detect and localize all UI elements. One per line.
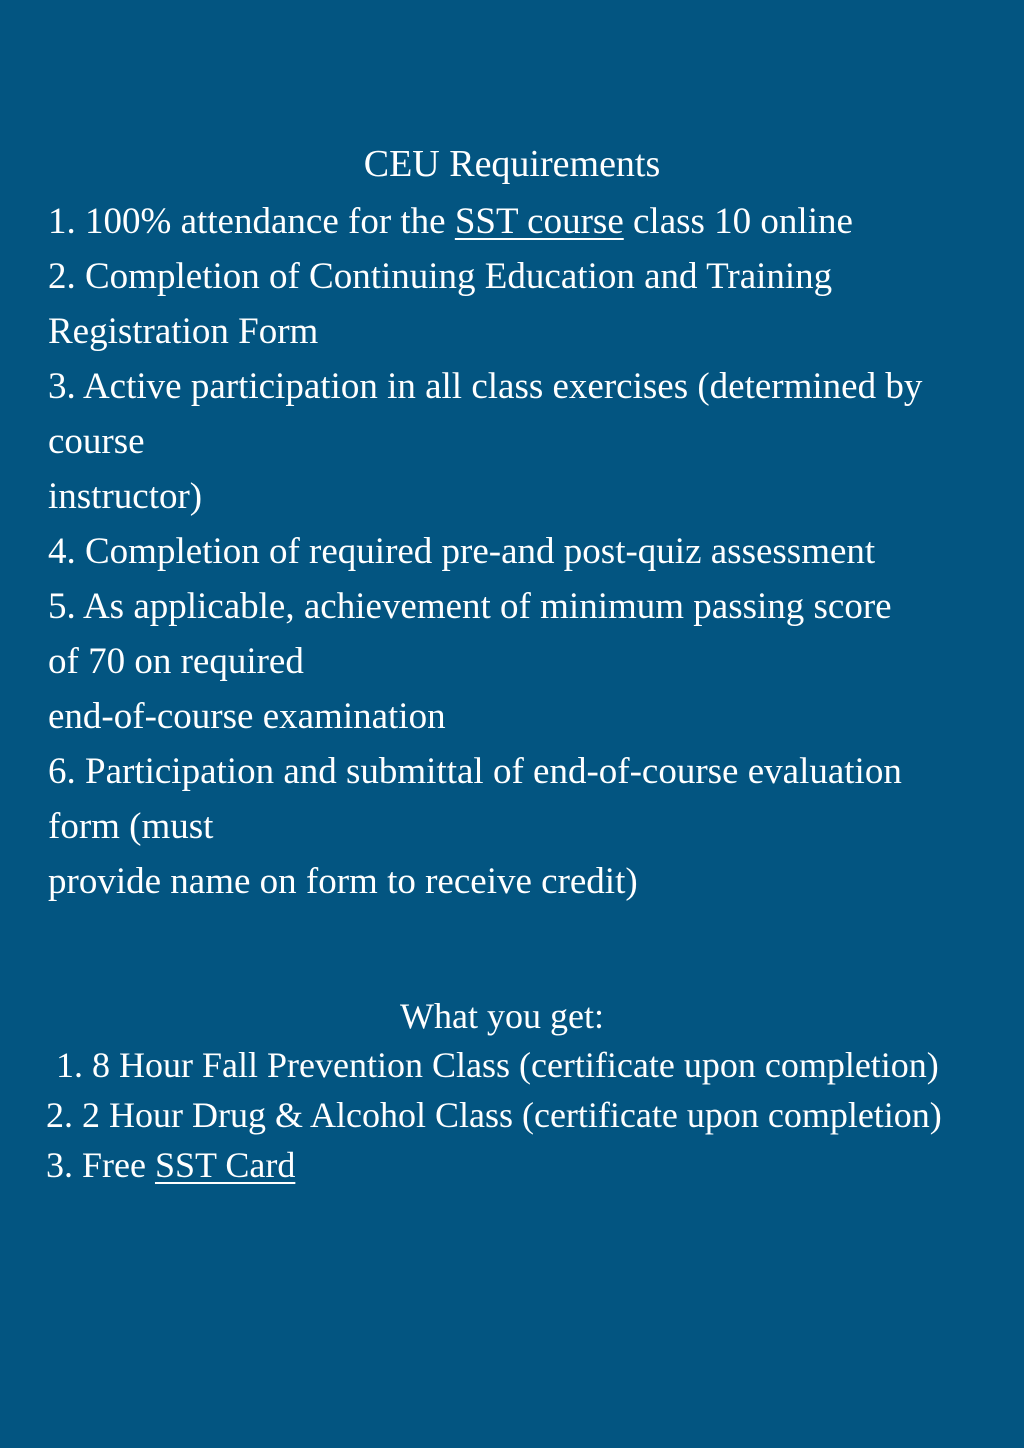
requirement-item-5-line-2: of 70 on required — [48, 641, 304, 682]
requirement-item-2-line-2: Registration Form — [48, 311, 319, 352]
benefit-item-3 — [46, 1140, 1006, 1190]
what-you-get-title: What you get: — [400, 996, 604, 1036]
requirement-item-6-line-1: 6. Participation and submittal of end-of-course evaluation — [48, 751, 902, 792]
requirement-item-3-line-3: instructor) — [48, 476, 203, 517]
ceu-requirements-title: CEU Requirements — [363, 143, 661, 185]
benefit-item-2: 2. 2 Hour Drug & Alcohol Class (certificate upon completion) — [46, 1095, 942, 1135]
requirement-item-1 — [48, 194, 998, 249]
benefit-item-3-prefix: 3. Free — [46, 1145, 155, 1185]
requirement-item-3-line-2: course — [48, 421, 145, 462]
requirement-item-1-suffix: class 10 online — [623, 201, 853, 242]
requirement-item-4: 4. Completion of required pre-and post-quiz assessment — [48, 531, 876, 572]
benefit-item-1: 1. 8 Hour Fall Prevention Class (certificate upon completion) — [56, 1045, 939, 1085]
benefits-list — [46, 1040, 1006, 1190]
requirement-item-6-line-3: provide name on form to receive credit) — [48, 861, 638, 902]
requirement-item-1-prefix: 1. 100% attendance for the — [48, 201, 455, 242]
sst-card-link[interactable]: SST Card — [154, 1145, 296, 1185]
requirement-item-5-line-3: end-of-course examination — [48, 696, 446, 737]
requirement-item-3-line-1: 3. Active participation in all class exercises (determined by — [48, 366, 923, 407]
sst-course-link[interactable]: SST course — [454, 201, 624, 242]
requirement-item-5-line-1: 5. As applicable, achievement of minimum passing score — [48, 586, 892, 627]
requirement-item-6-line-2: form (must — [48, 806, 214, 847]
ceu-requirements-list — [48, 194, 998, 909]
requirement-item-2-line-1: 2. Completion of Continuing Education and Training — [48, 256, 833, 297]
